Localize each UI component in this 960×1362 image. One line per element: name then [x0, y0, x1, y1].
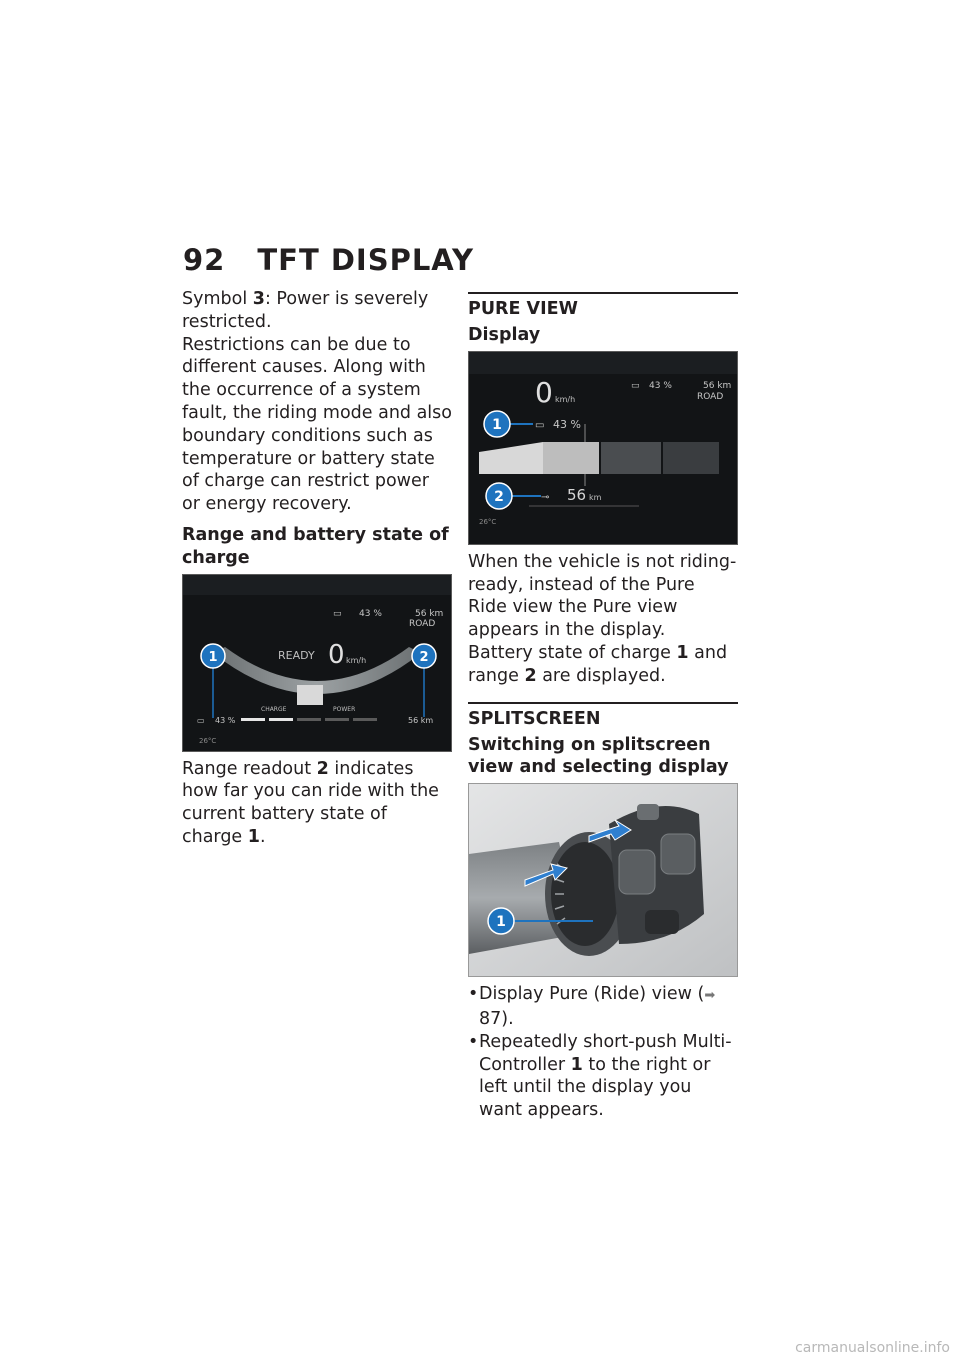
section-rule: [468, 702, 738, 704]
fig1-speed-unit: km/h: [346, 655, 367, 665]
fig2-speed-unit: km/h: [555, 394, 576, 404]
left-column: [182, 288, 452, 849]
page-ref-link[interactable]: 87: [479, 1008, 502, 1029]
pure-view-heading: PURE VIEW: [468, 299, 578, 319]
page-number: 92: [183, 243, 226, 277]
fig1-speed: 0: [328, 639, 345, 670]
fig1-power: POWER: [333, 705, 356, 713]
battery-range-paragraph: Battery state of charge 1 and range 2 are displayed.: [468, 642, 728, 686]
fig2-range: 56: [567, 485, 587, 504]
splitscreen-subheading: Switching on splitscreen view and selecting display: [468, 734, 729, 778]
range-display-figure: [182, 574, 452, 752]
fig3-callout-1: 1: [496, 914, 506, 931]
section-rule: [468, 292, 738, 294]
fig2-callout-1: 1: [492, 416, 502, 433]
page-ref-arrow-icon: ➡: [704, 988, 716, 1004]
fig1-charge: CHARGE: [261, 705, 287, 713]
display-subheading: Display: [468, 325, 541, 345]
fig1-range: 56 km: [408, 715, 434, 725]
range-readout-paragraph: Range readout 2 indicates how far you can ride with the current battery state of charge 1.: [182, 758, 439, 847]
restrictions-paragraph: Restrictions can be due to different causes. Along with the occurrence of a system fault, the riding mode and also boundary conditions such as temperature or battery state of charge can restrict power or energy recovery.: [182, 334, 452, 515]
svg-text:▭: ▭: [535, 419, 545, 431]
fig2-temp: 26°C: [479, 517, 497, 526]
fig2-battery-top: 43 %: [649, 380, 672, 391]
fig2-mode: ROAD: [697, 391, 724, 402]
fig2-range-top: 56 km: [703, 380, 732, 391]
right-column: [468, 292, 738, 1122]
svg-text:▭: ▭: [631, 380, 640, 391]
fig1-mode: ROAD: [409, 618, 436, 629]
symbol-3-paragraph: Symbol 3: Power is severely restricted.: [182, 289, 429, 332]
multi-controller-figure: [468, 783, 738, 977]
svg-text:⊸: ⊸: [541, 491, 550, 503]
fig1-temp: 26°C: [199, 736, 217, 745]
fig2-range-unit: km: [589, 492, 602, 502]
fig1-range-top: 56 km: [415, 608, 444, 619]
fig1-battery: 43 %: [215, 715, 236, 725]
range-heading: Range and battery state of charge: [182, 524, 449, 568]
svg-text:▭: ▭: [333, 608, 342, 619]
page-header: [183, 240, 474, 280]
pure-view-paragraph: When the vehicle is not riding-ready, instead of the Pure Ride view the Pure view appears in the display.: [468, 551, 737, 641]
fig1-callout-2: 2: [419, 649, 429, 665]
ref-3: 3: [252, 289, 265, 309]
list-item: • Display Pure (Ride) view (➡ 87).: [468, 983, 738, 1031]
fig2-battery: 43 %: [553, 417, 581, 431]
pure-view-figure: [468, 351, 738, 545]
splitscreen-heading: SPLITSCREEN: [468, 708, 601, 729]
fig1-battery-top: 43 %: [359, 608, 382, 619]
fig2-callout-2: 2: [494, 488, 504, 505]
fig1-callout-1: 1: [208, 649, 218, 665]
instructions-list: [468, 983, 738, 1122]
fig1-ready: READY: [278, 648, 315, 662]
svg-text:▭: ▭: [197, 715, 205, 725]
page-title: TFT DISPLAY: [257, 243, 474, 277]
list-item: • Repeatedly short-push Multi-Controller 1 to the right or left until the display you want appears.: [468, 1031, 738, 1122]
fig2-speed: 0: [535, 375, 553, 409]
watermark: carmanualsonline.info: [795, 1340, 950, 1356]
